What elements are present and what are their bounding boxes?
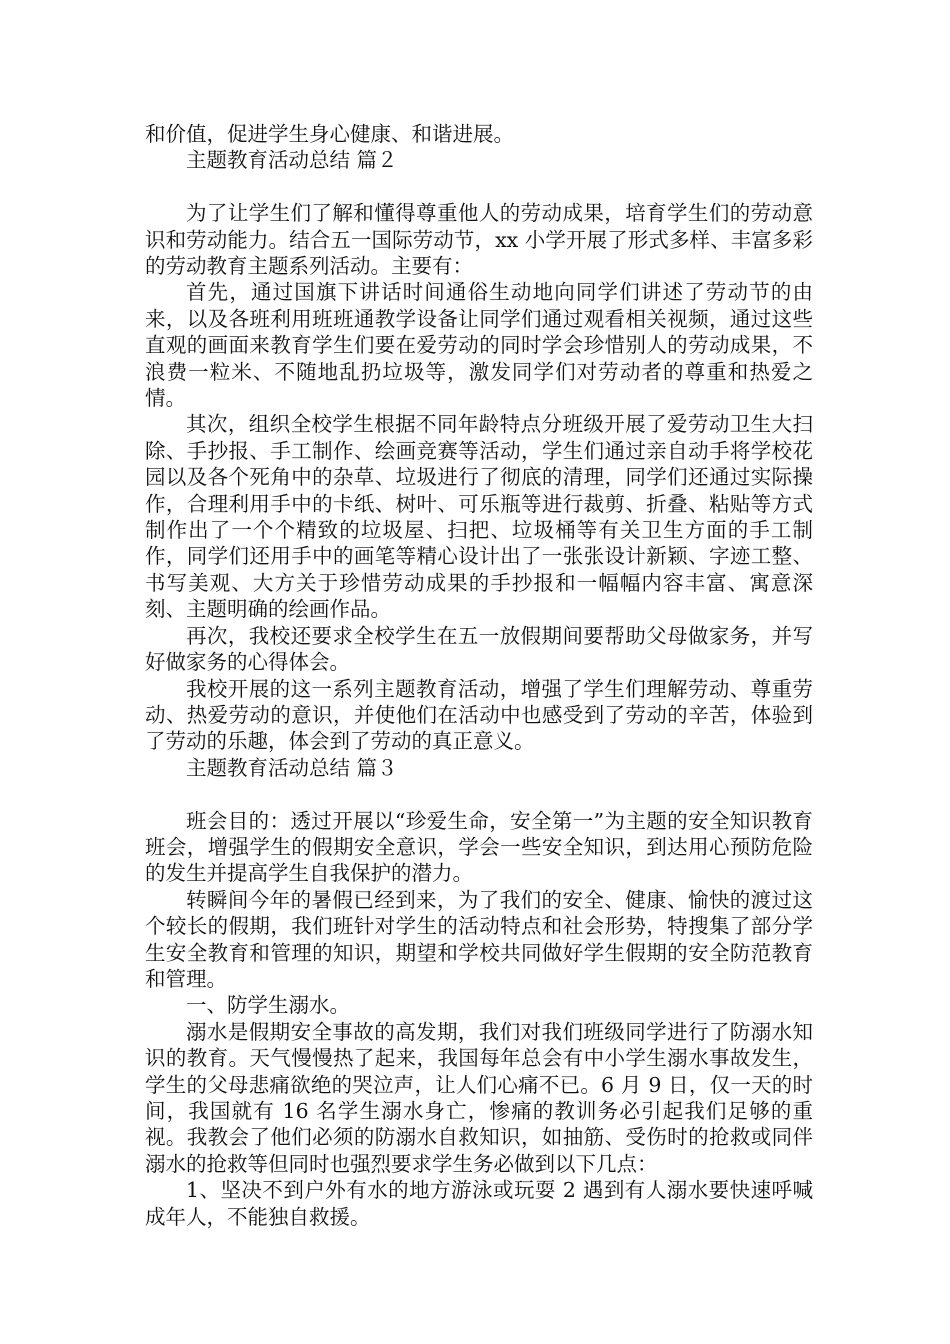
section-2-spacer xyxy=(145,174,813,200)
document-page xyxy=(145,121,813,1230)
section-2-paragraph-1: 为了让学生们了解和懂得尊重他人的劳动成果，培育学生们的劳动意识和劳动能力。结合五一国际劳动节，xx 小学开展了形式多样、丰富多彩的劳动教育主题系列活动。主要有： xyxy=(145,201,813,279)
section-3-subheading-drowning: 一、防学生溺水。 xyxy=(186,993,350,1018)
section-3-spacer xyxy=(145,781,813,807)
section-2-paragraph-4: 再次，我校还要求全校学生在五一放假期间要帮助父母做家务，并写好做家务的心得体会。 xyxy=(145,623,813,675)
intro-tail-paragraph: 和价值，促进学生身心健康、和谐进展。 xyxy=(145,122,514,146)
section-3-paragraph-5: 1、坚决不到户外有水的地方游泳或玩耍 2 遇到有人溺水要快速呼喊成年人，不能独自救援。 xyxy=(145,1178,813,1229)
section-3-heading: 主题教育活动总结 篇３ xyxy=(186,755,398,780)
section-3-paragraph-1: 班会目的：透过开展以“珍爱生命，安全第一”为主题的安全知识教育班会，增强学生的假期安全意识，学会一些安全知识，到达用心预防危险的发生并提高学生自我保护的潜力。 xyxy=(145,808,813,886)
section-2-paragraph-3: 其次，组织全校学生根据不同年龄特点分班级开展了爱劳动卫生大扫除、手抄报、手工制作、绘画竞赛等活动，学生们通过亲自动手将学校花园以及各个死角中的杂草、垃圾进行了彻底的清理，同学们还通过实际操作，合理利用手中的卡纸、树叶、可乐瓶等进行裁剪、折叠、粘贴等方式制作出了一个个精致的垃圾屋、扫把、垃圾桶等有关卫生方面的手工制作，同学们还用手中的画笔等精心设计出了一张张设计新颖、字迹工整、书写美观、大方关于珍惜劳动成果的手抄报和一幅幅内容丰富、寓意深刻、主题明确的绘画作品。 xyxy=(145,412,813,622)
section-2-paragraph-5: 我校开展的这一系列主题教育活动，增强了学生们理解劳动、尊重劳动、热爱劳动的意识，并使他们在活动中也感受到了劳动的辛苦，体验到了劳动的乐趣，体会到了劳动的真正意义。 xyxy=(145,676,813,754)
section-2-heading: 主题教育活动总结 篇２ xyxy=(186,148,398,173)
section-2-paragraph-2: 首先，通过国旗下讲话时间通俗生动地向同学们讲述了劳动节的由来，以及各班利用班班通教学设备让同学们通过观看相关视频，通过这些直观的画面来教育学生们要在爱劳动的同时学会珍惜别人的劳动成果，不浪费一粒米、不随地乱扔垃圾等，激发同学们对劳动者的尊重和热爱之情。 xyxy=(145,280,813,411)
section-3-paragraph-2: 转瞬间今年的暑假已经到来，为了我们的安全、健康、愉快的渡过这个较长的假期，我们班针对学生的活动特点和社会形势，特搜集了部分学生安全教育和管理的知识，期望和学校共同做好学生假期的安全防范教育和管理。 xyxy=(145,887,813,991)
section-3-paragraph-4: 溺水是假期安全事故的高发期，我们对我们班级同学进行了防溺水知识的教育。天气慢慢热了起来，我国每年总会有中小学生溺水事故发生，学生的父母悲痛欲绝的哭泣声，让人们心痛不已。6 月 9 日，仅一天的时间，我国就有 16 名学生溺水身亡，惨痛的教训务必引起我们足够的重视。我教会了他们必须的防溺水自救知识，如抽筋、受伤时的抢救或同伴溺水的抢救等但同时也强烈要求学生务必做到以下几点： xyxy=(145,1019,813,1176)
